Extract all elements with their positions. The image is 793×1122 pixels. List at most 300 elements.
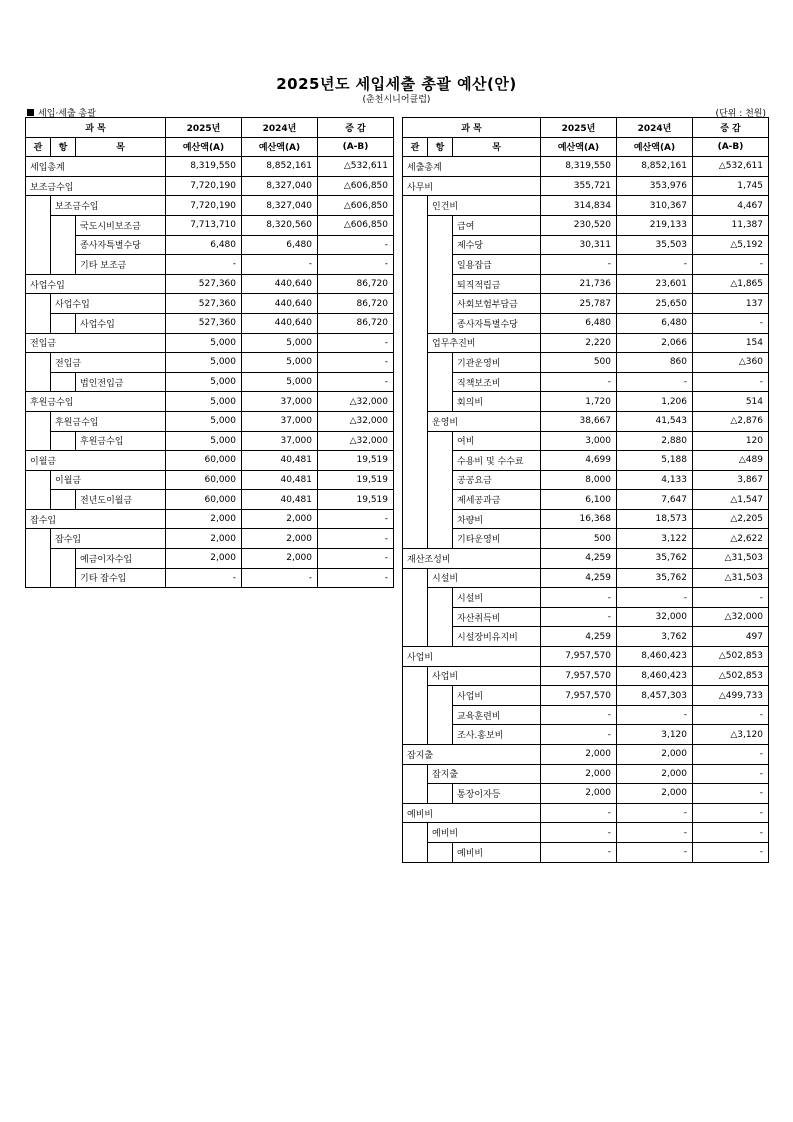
table-row	[403, 509, 769, 529]
indent-cell	[428, 686, 453, 706]
indent-cell	[428, 529, 453, 549]
item-name: 종사자특별수당	[453, 313, 541, 333]
value-diff: -	[318, 529, 394, 549]
indent-cell	[428, 215, 453, 235]
value-y2024: 41,543	[617, 411, 693, 431]
item-name: 보조금수입	[26, 176, 166, 196]
value-y2024: -	[617, 255, 693, 275]
item-name: 사업수입	[76, 313, 166, 333]
table-row	[403, 725, 769, 745]
item-name: 사업비	[453, 686, 541, 706]
value-diff: △32,000	[693, 607, 769, 627]
value-diff: △532,611	[693, 157, 769, 177]
item-name: 수용비 및 수수료	[453, 451, 541, 471]
table-row	[26, 176, 394, 196]
header-row	[26, 137, 394, 157]
indent-cell	[26, 196, 51, 216]
item-name: 퇴직적립금	[453, 274, 541, 294]
table-row	[403, 451, 769, 471]
value-y2024: 2,000	[617, 784, 693, 804]
item-name: 세입총계	[26, 157, 166, 177]
indent-cell	[428, 392, 453, 412]
item-name: 시설비	[428, 568, 541, 588]
table-row	[26, 431, 394, 451]
value-diff: -	[693, 823, 769, 843]
table-row	[26, 274, 394, 294]
indent-cell	[428, 725, 453, 745]
indent-cell	[403, 392, 428, 412]
value-y2024: 6,480	[242, 235, 318, 255]
table-row	[403, 764, 769, 784]
value-diff: -	[693, 372, 769, 392]
item-name: 시설비	[453, 588, 541, 608]
indent-cell	[403, 529, 428, 549]
value-diff: -	[318, 372, 394, 392]
indent-cell	[51, 431, 76, 451]
value-y2024: 37,000	[242, 411, 318, 431]
table-row	[26, 549, 394, 569]
value-y2025: 60,000	[166, 490, 242, 510]
indent-cell	[403, 470, 428, 490]
indent-cell	[428, 313, 453, 333]
section-label-text: 세입·세출 총괄	[38, 109, 96, 119]
value-y2025: 2,000	[166, 549, 242, 569]
value-diff: △499,733	[693, 686, 769, 706]
header-subject: 과 목	[26, 118, 166, 138]
header-mok: 목	[453, 137, 541, 157]
value-y2025: 2,000	[166, 509, 242, 529]
value-y2024: 1,206	[617, 392, 693, 412]
value-y2025: 527,360	[166, 313, 242, 333]
unit-label: (단위 : 천원)	[715, 109, 766, 119]
value-y2025: 7,713,710	[166, 215, 242, 235]
indent-cell	[428, 255, 453, 275]
value-y2024: 37,000	[242, 431, 318, 451]
item-name: 통장이자등	[453, 784, 541, 804]
value-y2025: 7,957,570	[541, 647, 617, 667]
item-name: 보조금수입	[51, 196, 166, 216]
table-row	[403, 666, 769, 686]
value-y2025: -	[541, 725, 617, 745]
value-diff: △2,205	[693, 509, 769, 529]
square-bullet-icon	[27, 109, 34, 116]
value-y2024: -	[242, 255, 318, 275]
value-y2024: 4,133	[617, 470, 693, 490]
value-y2025: 7,720,190	[166, 176, 242, 196]
indent-cell	[51, 255, 76, 275]
value-y2025: 527,360	[166, 294, 242, 314]
header-row	[26, 118, 394, 138]
table-row	[26, 353, 394, 373]
value-diff: -	[318, 235, 394, 255]
indent-cell	[428, 627, 453, 647]
value-y2024: 2,000	[242, 549, 318, 569]
value-y2024: 40,481	[242, 451, 318, 471]
page-subtitle: (춘천시니어클럽)	[362, 95, 431, 105]
table-row	[26, 451, 394, 471]
header-budget-a: 예산액(A)	[166, 137, 242, 157]
value-y2024: 5,188	[617, 451, 693, 471]
header-row	[403, 137, 769, 157]
value-y2024: -	[617, 842, 693, 862]
value-diff: 86,720	[318, 274, 394, 294]
value-y2025: 8,319,550	[541, 157, 617, 177]
indent-cell	[403, 784, 428, 804]
indent-cell	[428, 588, 453, 608]
item-name: 사무비	[403, 176, 541, 196]
value-y2024: 35,762	[617, 549, 693, 569]
header-2025: 2025년	[166, 118, 242, 138]
value-y2025: 4,259	[541, 568, 617, 588]
value-y2025: -	[541, 705, 617, 725]
value-y2024: 8,460,423	[617, 666, 693, 686]
indent-cell	[403, 294, 428, 314]
table-row	[403, 588, 769, 608]
table-row	[403, 568, 769, 588]
item-name: 전년도이월금	[76, 490, 166, 510]
value-y2024: 8,460,423	[617, 647, 693, 667]
table-row	[403, 686, 769, 706]
value-diff: △489	[693, 451, 769, 471]
value-y2025: 7,957,570	[541, 666, 617, 686]
indent-cell	[26, 353, 51, 373]
revenue-table	[25, 117, 394, 588]
header-diff: 증 감	[693, 118, 769, 138]
item-name: 기타 잡수입	[76, 568, 166, 588]
item-name: 사업비	[428, 666, 541, 686]
value-diff: 497	[693, 627, 769, 647]
item-name: 여비	[453, 431, 541, 451]
item-name: 국도시비보조금	[76, 215, 166, 235]
value-y2024: 6,480	[617, 313, 693, 333]
item-name: 사회보험부담금	[453, 294, 541, 314]
expenditure-rows	[403, 157, 769, 862]
value-y2025: -	[541, 803, 617, 823]
value-y2024: 5,000	[242, 372, 318, 392]
value-y2025: 5,000	[166, 392, 242, 412]
value-diff: △1,865	[693, 274, 769, 294]
item-name: 기타 보조금	[76, 255, 166, 275]
value-y2025: 25,787	[541, 294, 617, 314]
table-row	[403, 176, 769, 196]
value-y2025: 527,360	[166, 274, 242, 294]
table-row	[26, 294, 394, 314]
table-row	[26, 509, 394, 529]
indent-cell	[403, 411, 428, 431]
item-name: 직책보조비	[453, 372, 541, 392]
indent-cell	[26, 215, 51, 235]
value-diff: △360	[693, 353, 769, 373]
header-mok: 목	[76, 137, 166, 157]
value-y2025: 5,000	[166, 431, 242, 451]
indent-cell	[403, 842, 428, 862]
item-name: 재산조성비	[403, 549, 541, 569]
indent-cell	[51, 313, 76, 333]
value-y2024: -	[617, 705, 693, 725]
table-row	[403, 823, 769, 843]
item-name: 급여	[453, 215, 541, 235]
table-row	[403, 431, 769, 451]
table-row	[403, 255, 769, 275]
value-y2024: 8,327,040	[242, 196, 318, 216]
value-y2025: 21,736	[541, 274, 617, 294]
value-diff: -	[318, 353, 394, 373]
value-diff: 1,745	[693, 176, 769, 196]
item-name: 업무추진비	[428, 333, 541, 353]
value-diff: 4,467	[693, 196, 769, 216]
item-name: 기관운영비	[453, 353, 541, 373]
value-diff: -	[693, 255, 769, 275]
item-name: 이월금	[51, 470, 166, 490]
indent-cell	[26, 568, 51, 588]
value-y2025: 2,220	[541, 333, 617, 353]
table-row	[26, 157, 394, 177]
value-y2024: -	[617, 823, 693, 843]
table-row	[403, 392, 769, 412]
value-y2024: 18,573	[617, 509, 693, 529]
value-y2025: -	[541, 588, 617, 608]
table-row	[403, 235, 769, 255]
indent-cell	[26, 411, 51, 431]
indent-cell	[403, 725, 428, 745]
value-y2024: -	[617, 372, 693, 392]
header-budget-b: 예산액(A)	[617, 137, 693, 157]
indent-cell	[403, 431, 428, 451]
value-y2025: 6,100	[541, 490, 617, 510]
item-name: 사업수입	[26, 274, 166, 294]
value-y2024: 440,640	[242, 313, 318, 333]
table-row	[403, 627, 769, 647]
value-y2025: 500	[541, 529, 617, 549]
header-hang: 항	[51, 137, 76, 157]
revenue-rows	[26, 157, 394, 588]
table-row	[26, 333, 394, 353]
item-name: 교육훈련비	[453, 705, 541, 725]
value-y2025: 355,721	[541, 176, 617, 196]
value-y2024: 219,133	[617, 215, 693, 235]
value-y2024: 7,647	[617, 490, 693, 510]
table-row	[403, 470, 769, 490]
indent-cell	[51, 490, 76, 510]
value-diff: △32,000	[318, 392, 394, 412]
item-name: 인건비	[428, 196, 541, 216]
item-name: 법인전입금	[76, 372, 166, 392]
indent-cell	[51, 235, 76, 255]
value-y2024: 5,000	[242, 333, 318, 353]
value-y2024: 40,481	[242, 470, 318, 490]
value-diff: 86,720	[318, 294, 394, 314]
item-name: 세출총계	[403, 157, 541, 177]
item-name: 후원금수입	[26, 392, 166, 412]
item-name: 공공요금	[453, 470, 541, 490]
item-name: 자산취득비	[453, 607, 541, 627]
value-y2025: -	[166, 568, 242, 588]
header-2024: 2024년	[242, 118, 318, 138]
table-row	[26, 313, 394, 333]
value-y2024: 2,000	[617, 745, 693, 765]
value-y2025: 4,259	[541, 627, 617, 647]
header-gwan: 관	[26, 137, 51, 157]
table-row	[403, 705, 769, 725]
value-diff: △606,850	[318, 176, 394, 196]
indent-cell	[26, 294, 51, 314]
value-y2024: 3,122	[617, 529, 693, 549]
indent-cell	[403, 490, 428, 510]
value-y2024: 860	[617, 353, 693, 373]
value-y2024: 37,000	[242, 392, 318, 412]
table-row	[403, 353, 769, 373]
value-diff: -	[693, 803, 769, 823]
value-y2024: 35,503	[617, 235, 693, 255]
indent-cell	[26, 235, 51, 255]
value-y2024: 35,762	[617, 568, 693, 588]
indent-cell	[403, 666, 428, 686]
indent-cell	[26, 255, 51, 275]
value-y2024: 2,000	[617, 764, 693, 784]
header-diff: 증 감	[318, 118, 394, 138]
indent-cell	[428, 470, 453, 490]
value-diff: -	[693, 705, 769, 725]
expenditure-table	[402, 117, 769, 863]
value-y2025: 5,000	[166, 411, 242, 431]
indent-cell	[428, 490, 453, 510]
indent-cell	[403, 353, 428, 373]
value-diff: 19,519	[318, 490, 394, 510]
table-row	[403, 313, 769, 333]
item-name: 잡수입	[51, 529, 166, 549]
indent-cell	[428, 451, 453, 471]
value-y2025: 60,000	[166, 451, 242, 471]
value-y2025: 2,000	[166, 529, 242, 549]
value-y2024: -	[617, 803, 693, 823]
value-diff: 120	[693, 431, 769, 451]
value-diff: 19,519	[318, 451, 394, 471]
table-row	[403, 157, 769, 177]
value-diff: △606,850	[318, 196, 394, 216]
indent-cell	[403, 274, 428, 294]
indent-cell	[403, 588, 428, 608]
indent-cell	[403, 823, 428, 843]
indent-cell	[428, 842, 453, 862]
indent-cell	[403, 568, 428, 588]
indent-cell	[428, 372, 453, 392]
indent-cell	[403, 313, 428, 333]
table-row	[26, 372, 394, 392]
item-name: 일용잡급	[453, 255, 541, 275]
item-name: 사업비	[403, 647, 541, 667]
value-diff: 3,867	[693, 470, 769, 490]
item-name: 기타운영비	[453, 529, 541, 549]
indent-cell	[26, 470, 51, 490]
header-subject: 과 목	[403, 118, 541, 138]
value-diff: △502,853	[693, 666, 769, 686]
header-hang: 항	[428, 137, 453, 157]
value-diff: △532,611	[318, 157, 394, 177]
value-y2025: -	[541, 842, 617, 862]
header-ab: (A-B)	[693, 137, 769, 157]
value-y2025: 16,368	[541, 509, 617, 529]
indent-cell	[51, 372, 76, 392]
table-row	[26, 255, 394, 275]
header-2025: 2025년	[541, 118, 617, 138]
value-y2025: 6,480	[541, 313, 617, 333]
value-diff: -	[318, 255, 394, 275]
value-diff: -	[693, 588, 769, 608]
indent-cell	[428, 235, 453, 255]
value-diff: △2,876	[693, 411, 769, 431]
item-name: 잡지출	[428, 764, 541, 784]
table-row	[403, 294, 769, 314]
item-name: 잡수입	[26, 509, 166, 529]
value-diff: △2,622	[693, 529, 769, 549]
value-y2024: 353,976	[617, 176, 693, 196]
value-y2025: 3,000	[541, 431, 617, 451]
indent-cell	[403, 627, 428, 647]
value-y2024: 3,120	[617, 725, 693, 745]
value-diff: △5,192	[693, 235, 769, 255]
value-y2024: 3,762	[617, 627, 693, 647]
indent-cell	[26, 529, 51, 549]
value-y2024: -	[242, 568, 318, 588]
value-y2025: 8,319,550	[166, 157, 242, 177]
value-y2025: -	[541, 255, 617, 275]
value-diff: 19,519	[318, 470, 394, 490]
table-row	[403, 784, 769, 804]
table-row	[26, 411, 394, 431]
value-y2025: 7,957,570	[541, 686, 617, 706]
indent-cell	[403, 215, 428, 235]
value-y2024: 8,320,560	[242, 215, 318, 235]
table-row	[403, 529, 769, 549]
value-diff: -	[693, 313, 769, 333]
item-name: 예비비	[403, 803, 541, 823]
value-y2024: 8,852,161	[617, 157, 693, 177]
item-name: 예금이자수입	[76, 549, 166, 569]
indent-cell	[403, 255, 428, 275]
table-row	[26, 490, 394, 510]
item-name: 조사.홍보비	[453, 725, 541, 745]
value-diff: 154	[693, 333, 769, 353]
value-y2025: 2,000	[541, 764, 617, 784]
value-diff: △3,120	[693, 725, 769, 745]
page-title: 2025년도 세입세출 총괄 예산(안)	[276, 75, 517, 93]
header-budget-a: 예산액(A)	[541, 137, 617, 157]
table-row	[403, 607, 769, 627]
item-name: 이월금	[26, 451, 166, 471]
indent-cell	[428, 509, 453, 529]
table-row	[26, 568, 394, 588]
indent-cell	[403, 705, 428, 725]
value-diff: △606,850	[318, 215, 394, 235]
value-y2024: 8,457,303	[617, 686, 693, 706]
value-diff: 137	[693, 294, 769, 314]
item-name: 후원금수입	[76, 431, 166, 451]
item-name: 시설장비유지비	[453, 627, 541, 647]
table-row	[403, 196, 769, 216]
value-diff: △1,547	[693, 490, 769, 510]
item-name: 전입금	[26, 333, 166, 353]
value-diff: -	[318, 568, 394, 588]
value-y2025: 5,000	[166, 372, 242, 392]
item-name: 예비비	[453, 842, 541, 862]
indent-cell	[428, 431, 453, 451]
indent-cell	[428, 274, 453, 294]
table-row	[26, 235, 394, 255]
value-diff: △32,000	[318, 431, 394, 451]
value-y2025: 230,520	[541, 215, 617, 235]
value-y2024: 5,000	[242, 353, 318, 373]
item-name: 차량비	[453, 509, 541, 529]
